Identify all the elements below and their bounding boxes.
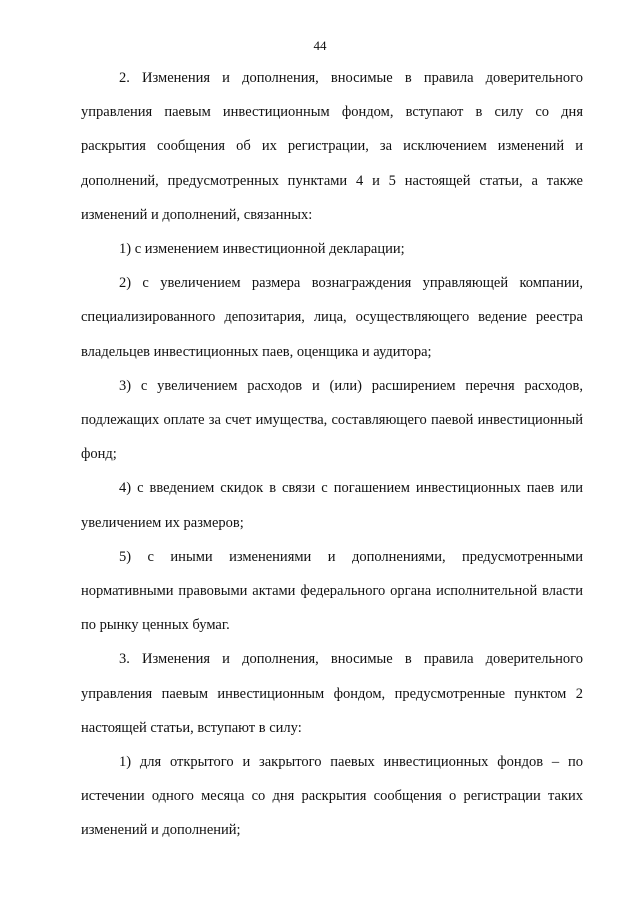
list-item-1: 1) с изменением инвестиционной декларации; <box>119 241 405 258</box>
paragraph-2: 2. Изменения и дополнения, вносимые в правила доверительного управления паевым инвестиционным фондом, вступают в силу со дня раскрытия сообщения об их регистрации, за исключением изменений и дополнений, предусмотренных пунктами 4 и 5 настоящей статьи, а также изменений и дополнений, связанных: <box>81 70 583 223</box>
list-item-2: 2) с увеличением размера вознаграждения управляющей компании, специализированного депозитария, лица, осуществляющего ведение реестра владельцев инвестиционных паев, оценщика и аудитора; <box>81 275 583 360</box>
document-body <box>81 61 583 848</box>
list-item-3-1: 1) для открытого и закрытого паевых инвестиционных фондов – по истечении одного месяца со дня раскрытия сообщения о регистрации таких изменений и дополнений; <box>81 754 583 839</box>
page-number: 44 <box>313 38 327 53</box>
list-item-4: 4) с введением скидок в связи с погашением инвестиционных паев или увеличением их размеров; <box>81 480 583 531</box>
paragraph-3: 3. Изменения и дополнения, вносимые в правила доверительного управления паевым инвестиционным фондом, предусмотренные пунктом 2 настоящей статьи, вступают в силу: <box>81 651 583 736</box>
list-item-5: 5) с иными изменениями и дополнениями, предусмотренными нормативными правовыми актами федерального органа исполнительной власти по рынку ценных бумаг. <box>81 548 583 634</box>
list-item-3: 3) с увеличением расходов и (или) расширением перечня расходов, подлежащих оплате за счет имущества, составляющего паевой инвестиционный фонд; <box>81 377 583 463</box>
